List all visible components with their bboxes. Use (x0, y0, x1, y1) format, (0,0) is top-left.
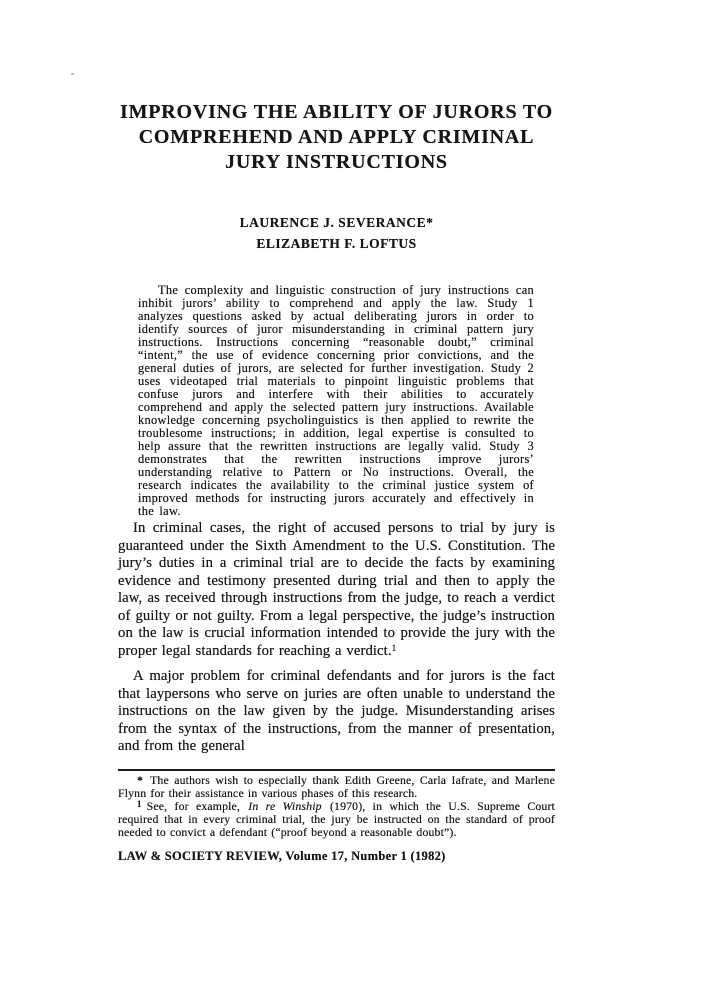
author-block (118, 212, 555, 254)
footnote-reference-1: 1 (391, 643, 397, 654)
body-paragraph-1 (118, 520, 555, 660)
footnote-1-lead: See, for example, (146, 798, 241, 813)
article-title-line-1: IMPROVING THE ABILITY OF JURORS TO (119, 101, 554, 123)
body-paragraph-1-text: In criminal cases, the right of accused persons to trial by jury is guaranteed under the Sixth Amendment to the U.S. Constitution. The jury’s duties in a criminal trial are to decide the facts by examining evidence and testimony presented during trial and then to apply the law, as received through instructions from the judge, to reach a verdict of guilty or not guilty. From a legal perspective, the judge’s instruction on the law is crucial information intended to provide the jury with the proper legal standards for reaching a verdict. (118, 520, 555, 659)
footnote-star (118, 774, 555, 800)
abstract: The complexity and linguistic construction of jury instructions can inhibit jurors’ ability to comprehend and apply the law. Study 1 analyzes questions asked by actual deliberating jurors in order to identify sources of juror misunderstanding in criminal pattern jury instructions. Instructions concerning “reasonable doubt,” criminal “intent,” the use of evidence concerning prior convictions, and the general duties of jurors, are selected for further investigation. Study 2 uses videotaped trial materials to pinpoint linguistic problems that confuse jurors and interfere with their abilities to accurately comprehend and apply the selected pattern jury instructions. Available knowledge concerning psycholinguistics is then applied to rewrite the troublesome instructions; in addition, legal expertise is consulted to help assure that the rewritten instructions are legally valid. Study 3 demonstrates that the rewritten instructions improve jurors’ understanding relative to Pattern or No instructions. Overall, the research indicates the availability to the criminal justice system of improved methods for instructing jurors accurately and effectively in the law. (138, 284, 534, 518)
author-name-1: LAURENCE J. SEVERANCE* (239, 215, 434, 230)
footnote-1-marker: 1 (137, 798, 142, 809)
footnote-1-rest: (1970), in which the U.S. Supreme Court required that in every criminal trial, the jury be instructed on the standard of proof needed to convict a defendant (“proof beyond a reasonable doubt”). (118, 798, 555, 840)
footnote-1-case-citation: In re Winship (248, 798, 322, 813)
footnote-star-text: The authors wish to especially thank Edith Greene, Carla Iafrate, and Marlene Flynn for their assistance in various phases of this research. (118, 772, 555, 800)
footnote-star-marker: * (137, 772, 144, 787)
footnote-separator-rule (118, 769, 555, 771)
text-column (118, 0, 555, 863)
footnote-1 (118, 800, 555, 840)
author-name-2: ELIZABETH F. LOFTUS (256, 236, 417, 251)
article-title (118, 100, 555, 175)
scan-artifact-speck (71, 73, 74, 75)
article-title-line-3: JURY INSTRUCTIONS (225, 151, 448, 173)
article-title-line-2: COMPREHEND AND APPLY CRIMINAL (138, 126, 535, 148)
journal-volume-footer: LAW & SOCIETY REVIEW, Volume 17, Number 1 (1982) (118, 848, 446, 863)
body-paragraph-2: A major problem for criminal defendants and for jurors is the fact that laypersons who serve on juries are often unable to understand the instructions on the law given by the judge. Misunderstanding arises from the syntax of the instructions, from the manner of presentation, and from the general (118, 668, 555, 754)
